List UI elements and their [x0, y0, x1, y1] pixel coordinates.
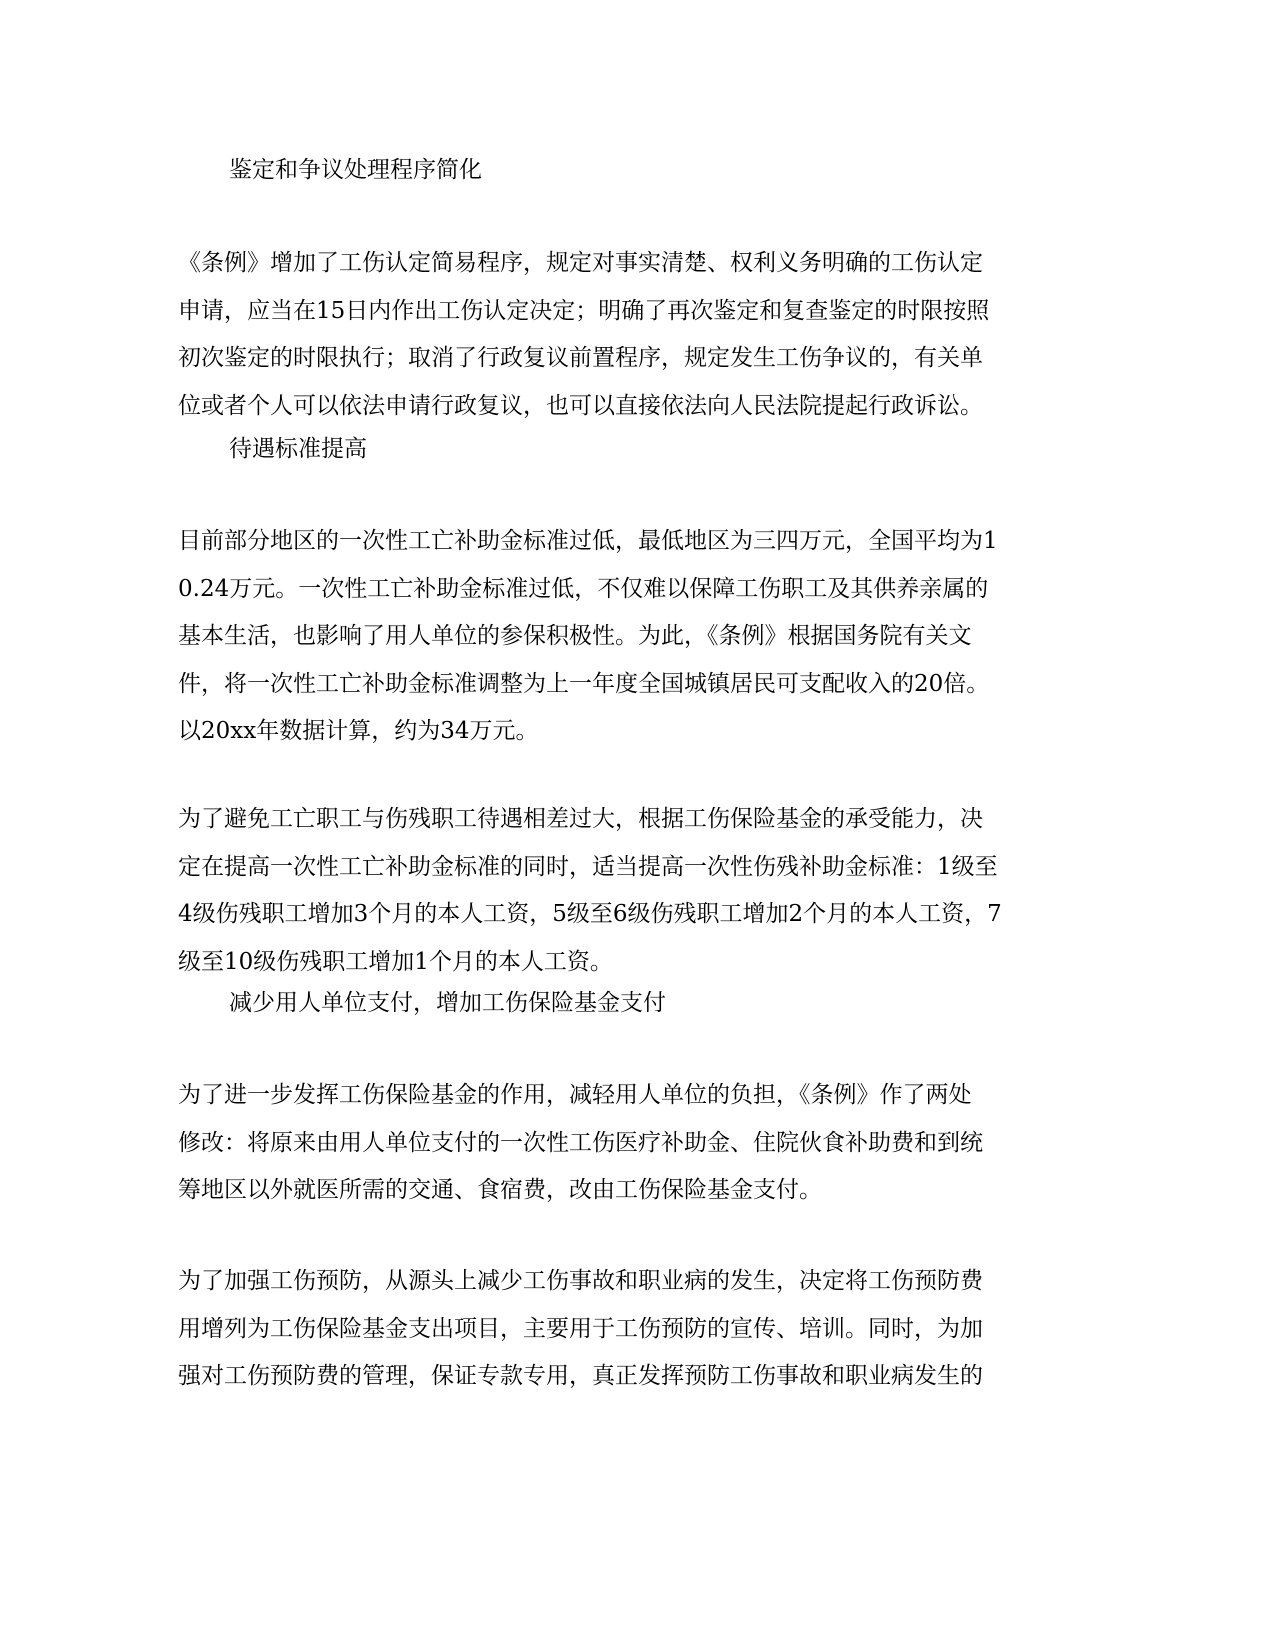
paragraph-line: 为了进一步发挥工伤保险基金的作用，减轻用人单位的负担，《条例》作了两处	[178, 1082, 972, 1108]
paragraph-line: 级至10级伤残职工增加1个月的本人工资。	[178, 948, 613, 975]
paragraph-line: 0.24万元。一次性工亡补助金标准过低，不仅难以保障工伤职工及其供养亲属的	[178, 575, 989, 602]
paragraph	[178, 240, 1058, 430]
paragraph-line: 目前部分地区的一次性工亡补助金标准过低，最低地区为三四万元，全国平均为1	[178, 528, 998, 554]
paragraph-line: 修改：将原来由用人单位支付的一次性工伤医疗补助金、住院伙食补助费和到统	[178, 1129, 983, 1156]
paragraph-line: 件，将一次性工亡补助金标准调整为上一年度全国城镇居民可支配收入的20倍。	[178, 670, 990, 697]
paragraph-line: 初次鉴定的时限执行；取消了行政复议前置程序，规定发生工伤争议的，有关单	[178, 345, 983, 371]
section-heading: 待遇标准提高	[229, 436, 367, 462]
paragraph-line: 4级伤残职工增加3个月的本人工资，5级至6级伤残职工增加2个月的本人工资，7	[178, 901, 1002, 927]
paragraph-line: 以20xx年数据计算，约为34万元。	[178, 718, 539, 744]
paragraph-line: 《条例》增加了工伤认定简易程序，规定对事实清楚、权利义务明确的工伤认定	[178, 250, 983, 276]
paragraph-line: 强对工伤预防费的管理，保证专款专用，真正发挥预防工伤事故和职业病发生的	[178, 1363, 983, 1389]
paragraph-line: 定在提高一次性工亡补助金标准的同时，适当提高一次性伤残补助金标准：1级至	[178, 853, 998, 880]
paragraph	[178, 1258, 1058, 1401]
paragraph-line: 申请，应当在15日内作出工伤认定决定；明确了再次鉴定和复查鉴定的时限按照	[178, 297, 990, 324]
paragraph-line: 用增列为工伤保险基金支出项目，主要用于工伤预防的宣传、培训。同时，为加	[178, 1315, 983, 1342]
paragraph-line: 为了避免工亡职工与伤残职工待遇相差过大，根据工伤保险基金的承受能力，决	[178, 806, 983, 832]
paragraph-line: 基本生活，也影响了用人单位的参保积极性。为此，《条例》根据国务院有关文	[178, 623, 972, 649]
paragraph-line: 筹地区以外就医所需的交通、食宿费，改由工伤保险基金支付。	[178, 1177, 822, 1203]
paragraph-line: 位或者个人可以依法申请行政复议，也可以直接依法向人民法院提起行政诉讼。	[178, 392, 983, 419]
section-heading: 减少用人单位支付，增加工伤保险基金支付	[229, 990, 666, 1016]
paragraph	[178, 518, 1058, 756]
paragraph-line: 为了加强工伤预防，从源头上减少工伤事故和职业病的发生，决定将工伤预防费	[178, 1268, 983, 1294]
paragraph	[178, 796, 1058, 986]
section-heading: 鉴定和争议处理程序简化	[229, 157, 482, 183]
paragraph	[178, 1072, 1058, 1215]
